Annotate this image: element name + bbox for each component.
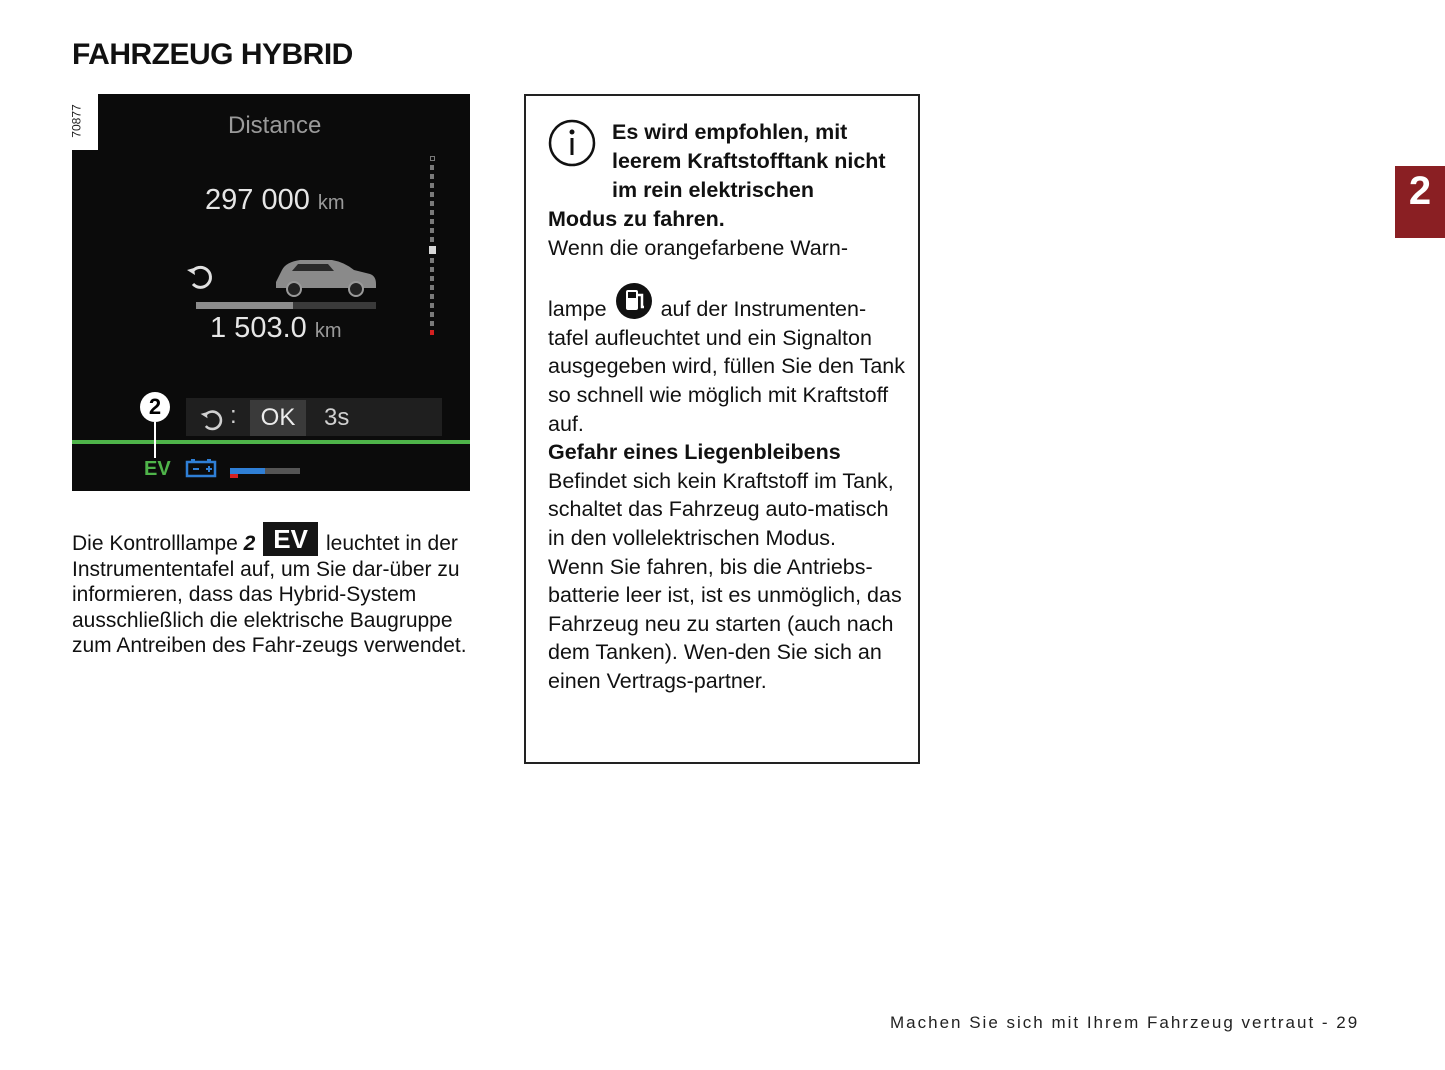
trip-progress-bar	[196, 302, 376, 309]
car-icon	[272, 254, 380, 298]
ok-button: OK	[250, 400, 306, 436]
callout-number: 2	[140, 392, 170, 422]
dashboard-figure	[69, 94, 470, 491]
charge-bar	[230, 468, 300, 474]
warning-body: Modus zu fahren. Wenn die orangefarbene Warn- lampe auf der Instrumenten- tafel aufleuchtet und ein Signalton ausgegeben wird, füllen Sie den Tank so schnell wie möglich mit Kraftstoff auf. Gefahr eines Liegenbleibens Befindet sich kein Kraftstoff im Tank, schaltet das Fahrzeug auto-matisch in den vollelektrischen Modus. Wenn Sie fahren, bis die Antriebs-batterie leer ist, ist es unmöglich, das Fahrzeug neu zu starten (auch nach dem Tanken). Wen-den Sie sich an einen Vertrags-partner.	[548, 207, 905, 693]
page-title: FAHRZEUG HYBRID	[72, 38, 353, 71]
warning-heading: Es wird empfohlen, mit leerem Kraftstofftank nicht im rein elektrischen	[612, 120, 886, 202]
ev-badge-icon: EV	[263, 522, 318, 556]
green-line	[72, 440, 470, 444]
trip-distance: 1 503.0 km	[210, 312, 342, 344]
ev-indicator: EV	[144, 458, 171, 480]
colon: :	[230, 402, 237, 429]
figure-id: 70877	[72, 94, 98, 150]
chapter-tab: 2	[1395, 166, 1445, 238]
reset-icon	[184, 262, 214, 292]
page-footer: Machen Sie sich mit Ihrem Fahrzeug vertraut - 29	[890, 1013, 1360, 1032]
seconds-label: 3s	[324, 404, 350, 431]
level-scale	[429, 156, 435, 339]
ev-explanation: Die Kontrolllampe 2 EV leuchtet in der Instrumententafel auf, um Sie dar-über zu informieren, dass das Hybrid-System ausschließlich die elektrische Baugruppe zum Antreiben des Fahr-zeugs verwendet.	[72, 524, 467, 657]
fuel-warning-icon	[615, 282, 653, 320]
distance-label: Distance	[228, 112, 322, 139]
reset-small-icon	[198, 407, 224, 433]
battery-icon	[185, 458, 219, 480]
total-distance: 297 000 km	[205, 184, 345, 216]
callout-line	[154, 422, 156, 458]
charge-low-marker	[230, 474, 238, 478]
info-icon	[548, 119, 596, 167]
reset-prompt-bar	[186, 398, 442, 436]
